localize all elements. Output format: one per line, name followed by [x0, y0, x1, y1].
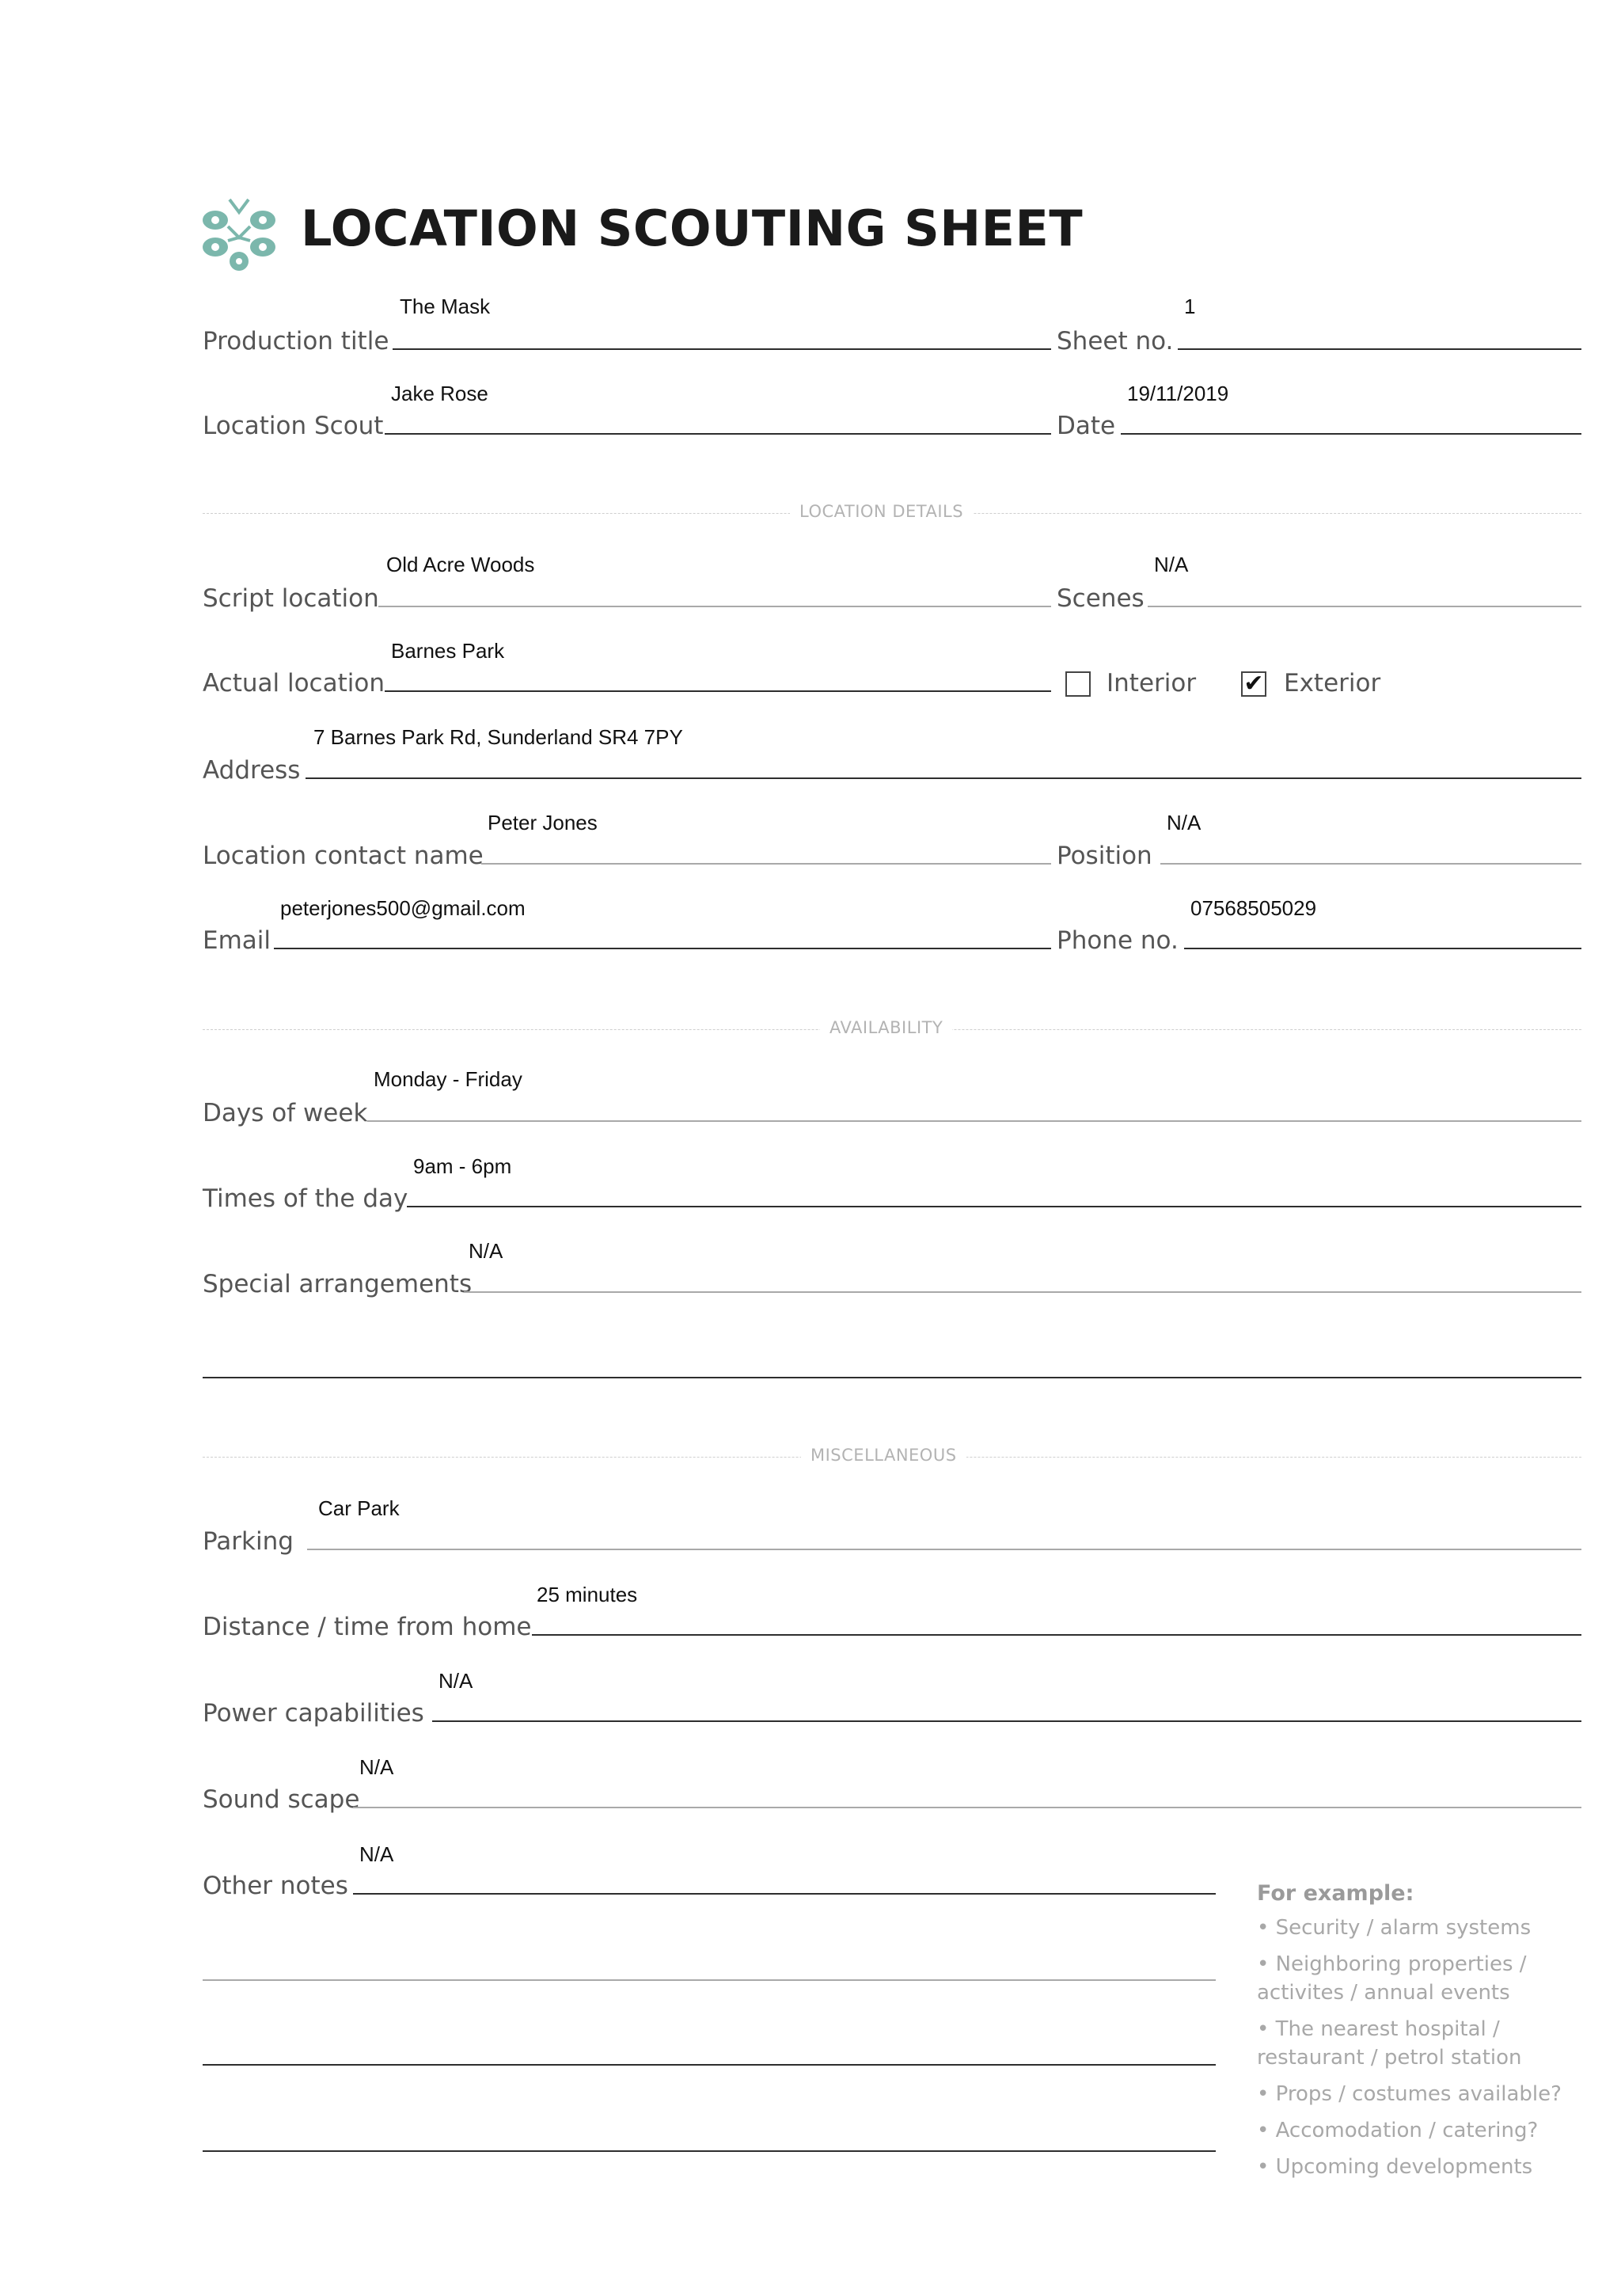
other-notes-line-2[interactable]	[203, 1979, 1216, 1981]
soundscape-value: N/A	[359, 1755, 394, 1779]
production-title-field[interactable]	[393, 348, 1051, 350]
script-location-field[interactable]	[378, 606, 1051, 607]
special-arrangements-label: Special arrangements	[203, 1270, 473, 1298]
distance-value: 25 minutes	[537, 1583, 638, 1606]
date-value: 19/11/2019	[1127, 382, 1229, 405]
parking-field[interactable]	[307, 1549, 1581, 1550]
examples-heading: For example:	[1257, 1881, 1414, 1906]
times-of-day-value: 9am - 6pm	[413, 1154, 512, 1178]
sheet-no-label: Sheet no.	[1057, 327, 1174, 355]
position-label: Position	[1057, 842, 1152, 870]
script-location-label: Script location	[203, 584, 379, 613]
days-of-week-label: Days of week	[203, 1099, 368, 1127]
production-title-value: The Mask	[400, 295, 491, 318]
example-item: • The nearest hospital /	[1257, 2017, 1500, 2041]
address-label: Address	[203, 756, 301, 785]
email-field[interactable]	[274, 948, 1051, 949]
example-item: activites / annual events	[1257, 1981, 1510, 2005]
contact-name-label: Location contact name	[203, 842, 484, 870]
example-item: • Accomodation / catering?	[1257, 2119, 1539, 2142]
checkmark-icon: ✔	[1243, 670, 1264, 698]
production-title-label: Production title	[203, 327, 389, 355]
examples-box	[1257, 1881, 1589, 2181]
special-arrangements-value: N/A	[469, 1239, 503, 1263]
actual-location-field[interactable]	[385, 690, 1051, 692]
section-label-availability: AVAILABILITY	[820, 1018, 952, 1037]
distance-field[interactable]	[532, 1634, 1581, 1636]
example-item: • Props / costumes available?	[1257, 2082, 1562, 2106]
section-label-miscellaneous: MISCELLANEOUS	[801, 1446, 966, 1465]
days-of-week-value: Monday - Friday	[374, 1067, 522, 1091]
date-field[interactable]	[1121, 433, 1581, 435]
soundscape-field[interactable]	[353, 1807, 1581, 1808]
other-notes-field[interactable]	[353, 1893, 1216, 1895]
soundscape-label: Sound scape	[203, 1785, 360, 1814]
exterior-label: Exterior	[1284, 669, 1381, 698]
location-scout-value: Jake Rose	[391, 382, 488, 405]
actual-location-label: Actual location	[203, 669, 385, 698]
address-value: 7 Barnes Park Rd, Sunderland SR4 7PY	[313, 725, 683, 749]
power-value: N/A	[438, 1669, 473, 1693]
script-location-value: Old Acre Woods	[386, 553, 535, 576]
email-label: Email	[203, 926, 271, 955]
section-label-location-details: LOCATION DETAILS	[790, 502, 973, 521]
parking-label: Parking	[203, 1527, 294, 1556]
scenes-field[interactable]	[1148, 606, 1581, 607]
address-field[interactable]	[306, 777, 1581, 779]
distance-label: Distance / time from home	[203, 1613, 532, 1641]
contact-name-value: Peter Jones	[488, 811, 598, 834]
times-of-day-label: Times of the day	[203, 1184, 408, 1213]
days-of-week-field[interactable]	[367, 1120, 1581, 1122]
special-arrangements-field[interactable]	[464, 1291, 1581, 1293]
location-scout-label: Location Scout	[203, 412, 384, 440]
sheet-no-field[interactable]	[1178, 348, 1581, 350]
interior-label: Interior	[1107, 669, 1197, 698]
parking-value: Car Park	[318, 1496, 400, 1520]
other-notes-label: Other notes	[203, 1872, 348, 1900]
power-field[interactable]	[432, 1720, 1581, 1722]
page-title: LOCATION SCOUTING SHEET	[301, 200, 1084, 257]
special-arrangements-extra-line[interactable]	[203, 1377, 1581, 1378]
location-scout-field[interactable]	[385, 433, 1051, 435]
example-item: restaurant / petrol station	[1257, 2046, 1522, 2070]
flower-logo-icon	[198, 192, 280, 274]
power-label: Power capabilities	[203, 1699, 424, 1728]
times-of-day-field[interactable]	[407, 1206, 1581, 1207]
interior-checkbox[interactable]	[1065, 671, 1091, 697]
sheet-no-value: 1	[1184, 295, 1196, 318]
example-item: • Upcoming developments	[1257, 2155, 1533, 2179]
phone-value: 07568505029	[1190, 896, 1317, 920]
other-notes-line-4[interactable]	[203, 2150, 1216, 2152]
email-value: peterjones500@gmail.com	[280, 896, 526, 920]
scenes-value: N/A	[1154, 553, 1189, 576]
date-label: Date	[1057, 412, 1116, 440]
other-notes-value: N/A	[359, 1842, 394, 1866]
example-item: • Neighboring properties /	[1257, 1952, 1527, 1976]
phone-label: Phone no.	[1057, 926, 1179, 955]
example-item: • Security / alarm systems	[1257, 1916, 1532, 1940]
scenes-label: Scenes	[1057, 584, 1145, 613]
position-value: N/A	[1167, 811, 1202, 834]
position-field[interactable]	[1160, 863, 1581, 865]
phone-field[interactable]	[1184, 948, 1581, 949]
actual-location-value: Barnes Park	[391, 639, 505, 663]
exterior-checkbox[interactable]	[1241, 671, 1266, 697]
other-notes-line-3[interactable]	[203, 2064, 1216, 2066]
contact-name-field[interactable]	[481, 863, 1051, 865]
